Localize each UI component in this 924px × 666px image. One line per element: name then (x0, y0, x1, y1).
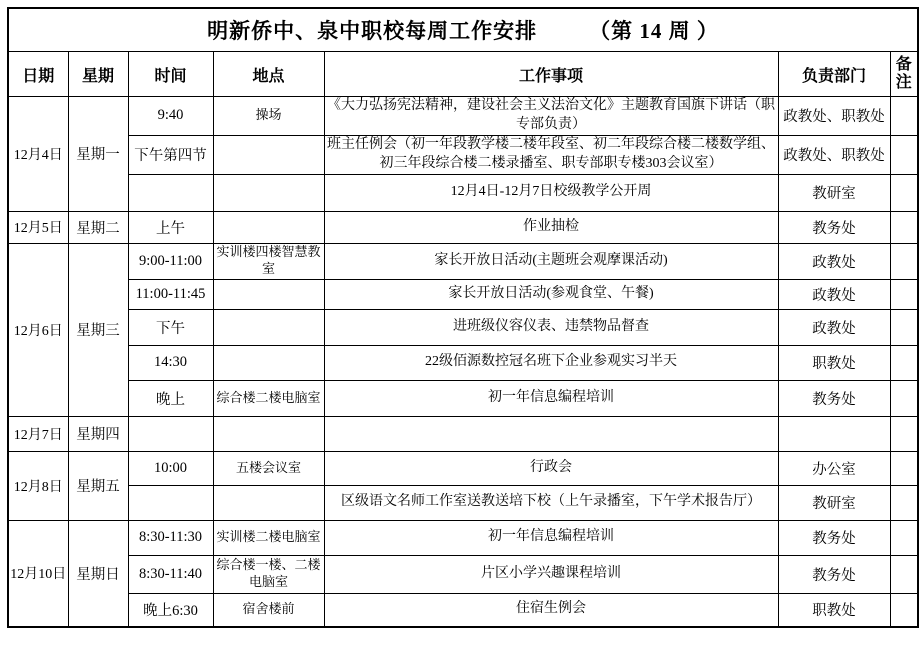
note-cell (890, 593, 918, 627)
task-cell: 初一年信息编程培训 (324, 380, 778, 416)
weekly-schedule-table (7, 7, 919, 628)
note-cell (890, 211, 918, 243)
schedule-row (8, 279, 918, 309)
department-cell: 政教处、职教处 (778, 135, 890, 174)
location-cell: 实训楼二楼电脑室 (213, 520, 324, 555)
note-cell (890, 345, 918, 380)
schedule-row (8, 520, 918, 555)
task-cell: 班主任例会（初一年段教学楼二楼年段室、初二年段综合楼二楼数学组、初三年段综合楼二楼录播室、职专部职专楼303会议室） (324, 135, 778, 174)
note-cell (890, 520, 918, 555)
weekday-cell: 星期日 (68, 520, 128, 627)
schedule-row (8, 97, 918, 136)
location-cell: 综合楼二楼电脑室 (213, 380, 324, 416)
department-cell: 职教处 (778, 593, 890, 627)
department-cell: 政教处 (778, 309, 890, 345)
time-cell: 晚上6:30 (128, 593, 213, 627)
time-cell: 晚上 (128, 380, 213, 416)
location-cell (213, 279, 324, 309)
time-cell (128, 485, 213, 520)
note-cell (890, 555, 918, 593)
header-weekday: 星期 (68, 52, 128, 97)
location-cell: 宿舍楼前 (213, 593, 324, 627)
schedule-row (8, 593, 918, 627)
task-cell: 住宿生例会 (324, 593, 778, 627)
department-cell: 办公室 (778, 451, 890, 485)
schedule-row (8, 243, 918, 279)
header-location: 地点 (213, 52, 324, 97)
location-cell (213, 345, 324, 380)
note-cell (890, 416, 918, 451)
note-cell (890, 451, 918, 485)
schedule-row (8, 345, 918, 380)
location-cell: 实训楼四楼智慧教室 (213, 243, 324, 279)
department-cell: 职教处 (778, 345, 890, 380)
weekday-cell: 星期五 (68, 451, 128, 520)
task-cell: 家长开放日活动(参观食堂、午餐) (324, 279, 778, 309)
time-cell: 下午 (128, 309, 213, 345)
weekday-cell: 星期二 (68, 211, 128, 243)
task-cell: 行政会 (324, 451, 778, 485)
date-cell: 12月4日 (8, 97, 68, 212)
task-cell: 12月4日-12月7日校级教学公开周 (324, 174, 778, 211)
task-cell (324, 416, 778, 451)
weekday-cell: 星期一 (68, 97, 128, 212)
task-cell: 作业抽检 (324, 211, 778, 243)
schedule-row (8, 485, 918, 520)
task-cell: 区级语文名师工作室送教送培下校（上午录播室，下午学术报告厅） (324, 485, 778, 520)
table-title-cell (8, 8, 918, 52)
schedule-row (8, 135, 918, 174)
column-header-row (8, 52, 918, 97)
location-cell: 五楼会议室 (213, 451, 324, 485)
department-cell: 教务处 (778, 380, 890, 416)
schedule-row (8, 174, 918, 211)
task-cell: 进班级仪容仪表、违禁物品督查 (324, 309, 778, 345)
title-week-number: （第 14 周 ） (589, 19, 719, 43)
department-cell: 政教处、职教处 (778, 97, 890, 136)
location-cell (213, 416, 324, 451)
task-cell: 初一年信息编程培训 (324, 520, 778, 555)
location-cell (213, 211, 324, 243)
location-cell (213, 309, 324, 345)
time-cell: 9:00-11:00 (128, 243, 213, 279)
department-cell: 教研室 (778, 485, 890, 520)
note-cell (890, 309, 918, 345)
header-task: 工作事项 (324, 52, 778, 97)
time-cell (128, 416, 213, 451)
schedule-row (8, 416, 918, 451)
time-cell: 上午 (128, 211, 213, 243)
time-cell (128, 174, 213, 211)
time-cell: 9:40 (128, 97, 213, 136)
time-cell: 8:30-11:40 (128, 555, 213, 593)
time-cell: 11:00-11:45 (128, 279, 213, 309)
department-cell (778, 416, 890, 451)
task-cell: 片区小学兴趣课程培训 (324, 555, 778, 593)
schedule-body (8, 97, 918, 628)
time-cell: 14:30 (128, 345, 213, 380)
department-cell: 政教处 (778, 243, 890, 279)
note-cell (890, 135, 918, 174)
date-cell: 12月8日 (8, 451, 68, 520)
title-main: 明新侨中、泉中职校每周工作安排 (207, 19, 538, 43)
note-cell (890, 243, 918, 279)
department-cell: 教务处 (778, 555, 890, 593)
time-cell: 10:00 (128, 451, 213, 485)
note-cell (890, 174, 918, 211)
note-cell (890, 485, 918, 520)
location-cell (213, 135, 324, 174)
department-cell: 教研室 (778, 174, 890, 211)
department-cell: 政教处 (778, 279, 890, 309)
task-cell: 《大力弘扬宪法精神，建设社会主义法治文化》主题教育国旗下讲话（职专部负责） (324, 97, 778, 136)
title-row (8, 8, 918, 52)
header-department: 负责部门 (778, 52, 890, 97)
department-cell: 教务处 (778, 520, 890, 555)
task-cell: 22级佰源数控冠名班下企业参观实习半天 (324, 345, 778, 380)
note-cell (890, 380, 918, 416)
schedule-row (8, 380, 918, 416)
note-cell (890, 279, 918, 309)
header-date: 日期 (8, 52, 68, 97)
location-cell: 操场 (213, 97, 324, 136)
schedule-row (8, 309, 918, 345)
table-title (10, 15, 916, 45)
note-cell (890, 97, 918, 136)
header-note: 备注 (890, 52, 918, 97)
schedule-row (8, 211, 918, 243)
date-cell: 12月6日 (8, 243, 68, 416)
date-cell: 12月10日 (8, 520, 68, 627)
schedule-row (8, 555, 918, 593)
schedule-row (8, 451, 918, 485)
date-cell: 12月7日 (8, 416, 68, 451)
location-cell (213, 485, 324, 520)
weekday-cell: 星期三 (68, 243, 128, 416)
department-cell: 教务处 (778, 211, 890, 243)
task-cell: 家长开放日活动(主题班会观摩课活动) (324, 243, 778, 279)
time-cell: 下午第四节 (128, 135, 213, 174)
location-cell (213, 174, 324, 211)
date-cell: 12月5日 (8, 211, 68, 243)
header-time: 时间 (128, 52, 213, 97)
time-cell: 8:30-11:30 (128, 520, 213, 555)
location-cell: 综合楼一楼、二楼电脑室 (213, 555, 324, 593)
weekday-cell: 星期四 (68, 416, 128, 451)
